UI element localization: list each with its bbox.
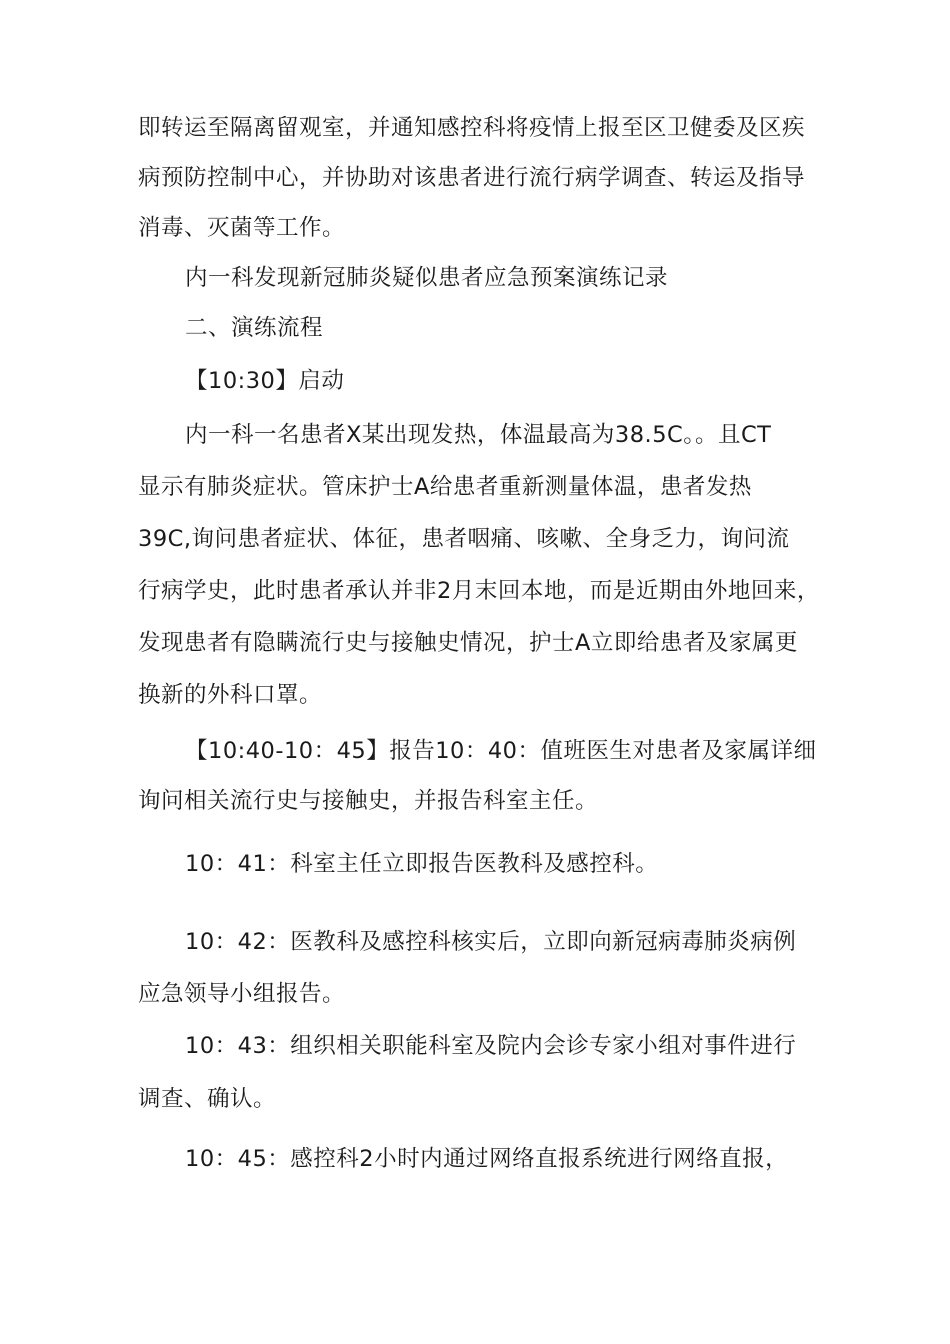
text-line: 【10:40-10：45】报告10：40：值班医生对患者及家属详细 bbox=[185, 738, 817, 764]
text-line: 10：45：感控科2小时内通过网络直报系统进行网络直报， bbox=[185, 1146, 789, 1172]
section-title: 内一科发现新冠肺炎疑似患者应急预案演练记录 bbox=[185, 265, 669, 291]
text-line: 调查、确认。 bbox=[138, 1086, 277, 1112]
text-line: 即转运至隔离留观室，并通知感控科将疫情上报至区卫健委及区疾 bbox=[138, 115, 806, 141]
text-line: 10：43：组织相关职能科室及院内会诊专家小组对事件进行 bbox=[185, 1033, 797, 1059]
timestamp-heading: 【10:30】启动 bbox=[185, 368, 345, 394]
text-line: 病预防控制中心，并协助对该患者进行流行病学调查、转运及指导 bbox=[138, 165, 806, 191]
text-line: 换新的外科口罩。 bbox=[138, 682, 323, 708]
text-line: 发现患者有隐瞒流行史与接触史情况，护士A立即给患者及家属更 bbox=[138, 630, 798, 656]
section-heading: 二、演练流程 bbox=[185, 315, 324, 341]
text-line: 显示有肺炎症状。管床护士A给患者重新测量体温，患者发热 bbox=[138, 474, 752, 500]
text-line: 询问相关流行史与接触史，并报告科室主任。 bbox=[138, 788, 599, 814]
text-line: 应急领导小组报告。 bbox=[138, 981, 346, 1007]
text-line: 内一科一名患者X某出现发热，体温最高为38.5C。。且CT bbox=[185, 422, 772, 448]
text-line: 10：41：科室主任立即报告医教科及感控科。 bbox=[185, 851, 659, 877]
text-line: 39C,询问患者症状、体征，患者咽痛、咳嗽、全身乏力，询问流 bbox=[138, 526, 790, 552]
text-line: 消毒、灭菌等工作。 bbox=[138, 215, 346, 241]
text-line: 行病学史，此时患者承认并非2月末回本地，而是近期由外地回来， bbox=[138, 578, 820, 604]
text-line: 10：42：医教科及感控科核实后，立即向新冠病毒肺炎病例 bbox=[185, 929, 797, 955]
